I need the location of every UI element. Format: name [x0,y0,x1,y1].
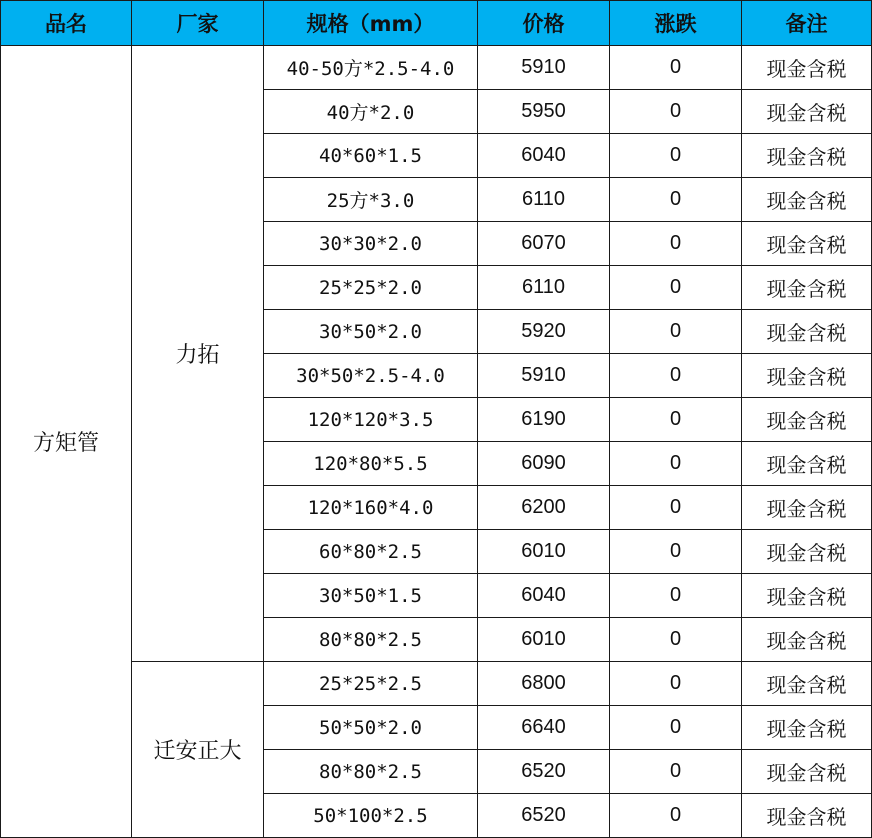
manufacturer-cell: 迁安正大 [132,662,264,838]
spec-cell: 120*120*3.5 [264,398,478,442]
change-cell: 0 [610,750,742,794]
price-cell: 6090 [478,442,610,486]
price-cell: 6040 [478,134,610,178]
price-cell: 6800 [478,662,610,706]
change-cell: 0 [610,574,742,618]
price-cell: 5950 [478,90,610,134]
note-cell: 现金含税 [742,222,872,266]
price-cell: 6190 [478,398,610,442]
note-cell: 现金含税 [742,46,872,90]
header-change: 涨跌 [610,1,742,46]
spec-cell: 30*30*2.0 [264,222,478,266]
change-cell: 0 [610,222,742,266]
price-cell: 6110 [478,266,610,310]
price-cell: 6520 [478,794,610,838]
spec-cell: 25*25*2.0 [264,266,478,310]
spec-cell: 30*50*2.0 [264,310,478,354]
spec-cell: 60*80*2.5 [264,530,478,574]
spec-cell: 25方*3.0 [264,178,478,222]
change-cell: 0 [610,90,742,134]
product-name-cell: 方矩管 [1,46,132,838]
change-cell: 0 [610,134,742,178]
change-cell: 0 [610,706,742,750]
note-cell: 现金含税 [742,530,872,574]
price-cell: 6010 [478,618,610,662]
price-cell: 6200 [478,486,610,530]
change-cell: 0 [610,794,742,838]
note-cell: 现金含税 [742,750,872,794]
price-cell: 6520 [478,750,610,794]
spec-cell: 80*80*2.5 [264,618,478,662]
note-cell: 现金含税 [742,90,872,134]
note-cell: 现金含税 [742,486,872,530]
note-cell: 现金含税 [742,662,872,706]
price-cell: 5910 [478,354,610,398]
spec-cell: 50*50*2.0 [264,706,478,750]
note-cell: 现金含税 [742,706,872,750]
change-cell: 0 [610,266,742,310]
header-price: 价格 [478,1,610,46]
note-cell: 现金含税 [742,266,872,310]
note-cell: 现金含税 [742,310,872,354]
header-product: 品名 [1,1,132,46]
price-cell: 6040 [478,574,610,618]
spec-cell: 30*50*2.5-4.0 [264,354,478,398]
header-note: 备注 [742,1,872,46]
spec-cell: 25*25*2.5 [264,662,478,706]
manufacturer-cell: 力拓 [132,46,264,662]
price-cell: 6640 [478,706,610,750]
note-cell: 现金含税 [742,442,872,486]
change-cell: 0 [610,530,742,574]
note-cell: 现金含税 [742,794,872,838]
change-cell: 0 [610,486,742,530]
change-cell: 0 [610,398,742,442]
spec-cell: 50*100*2.5 [264,794,478,838]
table-row [1,46,872,90]
note-cell: 现金含税 [742,398,872,442]
change-cell: 0 [610,310,742,354]
header-manufacturer: 厂家 [132,1,264,46]
note-cell: 现金含税 [742,618,872,662]
price-cell: 5920 [478,310,610,354]
note-cell: 现金含税 [742,354,872,398]
spec-cell: 30*50*1.5 [264,574,478,618]
change-cell: 0 [610,354,742,398]
note-cell: 现金含税 [742,574,872,618]
spec-cell: 40-50方*2.5-4.0 [264,46,478,90]
header-spec: 规格（mm） [264,1,478,46]
spec-cell: 80*80*2.5 [264,750,478,794]
change-cell: 0 [610,442,742,486]
spec-cell: 120*80*5.5 [264,442,478,486]
spec-cell: 40方*2.0 [264,90,478,134]
price-cell: 6010 [478,530,610,574]
change-cell: 0 [610,618,742,662]
price-cell: 6070 [478,222,610,266]
change-cell: 0 [610,178,742,222]
price-cell: 6110 [478,178,610,222]
change-cell: 0 [610,662,742,706]
header-row [1,1,872,46]
note-cell: 现金含税 [742,178,872,222]
note-cell: 现金含税 [742,134,872,178]
spec-cell: 120*160*4.0 [264,486,478,530]
price-cell: 5910 [478,46,610,90]
table-row [1,662,872,706]
spec-cell: 40*60*1.5 [264,134,478,178]
change-cell: 0 [610,46,742,90]
